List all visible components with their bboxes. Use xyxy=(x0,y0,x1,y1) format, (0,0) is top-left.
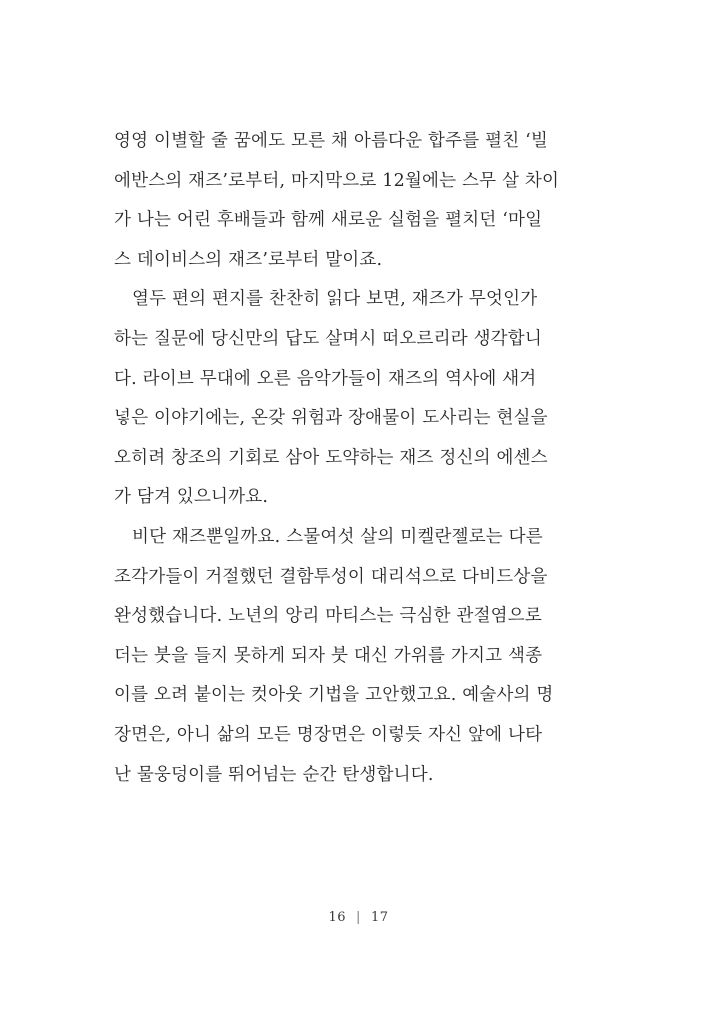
text-line: 이를 오려 붙이는 컷아웃 기법을 고안했고요. 예술사의 명 xyxy=(114,685,554,706)
text-line: 장면은, 아니 삶의 모든 명장면은 이렇듯 자신 앞에 나타 xyxy=(114,724,543,745)
page-number-separator: | xyxy=(356,910,361,925)
right-page-number: 17 xyxy=(370,910,389,925)
text-line: 더는 붓을 들지 못하게 되자 붓 대신 가위를 가지고 색종 xyxy=(114,645,543,666)
text-line: 영영 이별할 줄 꿈에도 모른 채 아름다운 합주를 펼친 ‘빌 xyxy=(114,131,548,151)
text-line: 넣은 이야기에는, 온갖 위험과 장애물이 도사리는 현실을 xyxy=(114,408,548,429)
text-line: 에반스의 재즈’로부터, 마지막으로 12월에는 스무 살 차이 xyxy=(114,170,560,191)
paragraph-first-line: 열두 편의 편지를 찬찬히 읽다 보면, 재즈가 무엇인가 xyxy=(132,289,538,310)
text-line: 스 데이비스의 재즈’로부터 말이죠. xyxy=(114,249,383,270)
text-line: 하는 질문에 당신만의 답도 살며시 떠오르리라 생각합니 xyxy=(114,328,542,349)
left-page-number: 16 xyxy=(328,910,347,925)
text-line: 가 나는 어린 후배들과 함께 새로운 실험을 펼치던 ‘마일 xyxy=(114,210,543,231)
body-text xyxy=(114,122,566,795)
text-line: 완성했습니다. 노년의 앙리 마티스는 극심한 관절염으로 xyxy=(114,606,542,627)
paragraph-first-line: 비단 재즈뿐일까요. 스물여섯 살의 미켈란젤로는 다른 xyxy=(132,526,543,547)
text-line: 가 담겨 있으니까요. xyxy=(114,487,269,508)
text-line: 조각가들이 거절했던 결함투성이 대리석으로 다비드상을 xyxy=(114,566,548,587)
text-line: 다. 라이브 무대에 오른 음악가들이 재즈의 역사에 새겨 xyxy=(114,368,537,389)
text-line: 난 물웅덩이를 뛰어넘는 순간 탄생합니다. xyxy=(114,764,434,785)
page-numbers xyxy=(0,910,717,925)
text-line: 오히려 창조의 기회로 삼아 도약하는 재즈 정신의 에센스 xyxy=(114,447,548,468)
